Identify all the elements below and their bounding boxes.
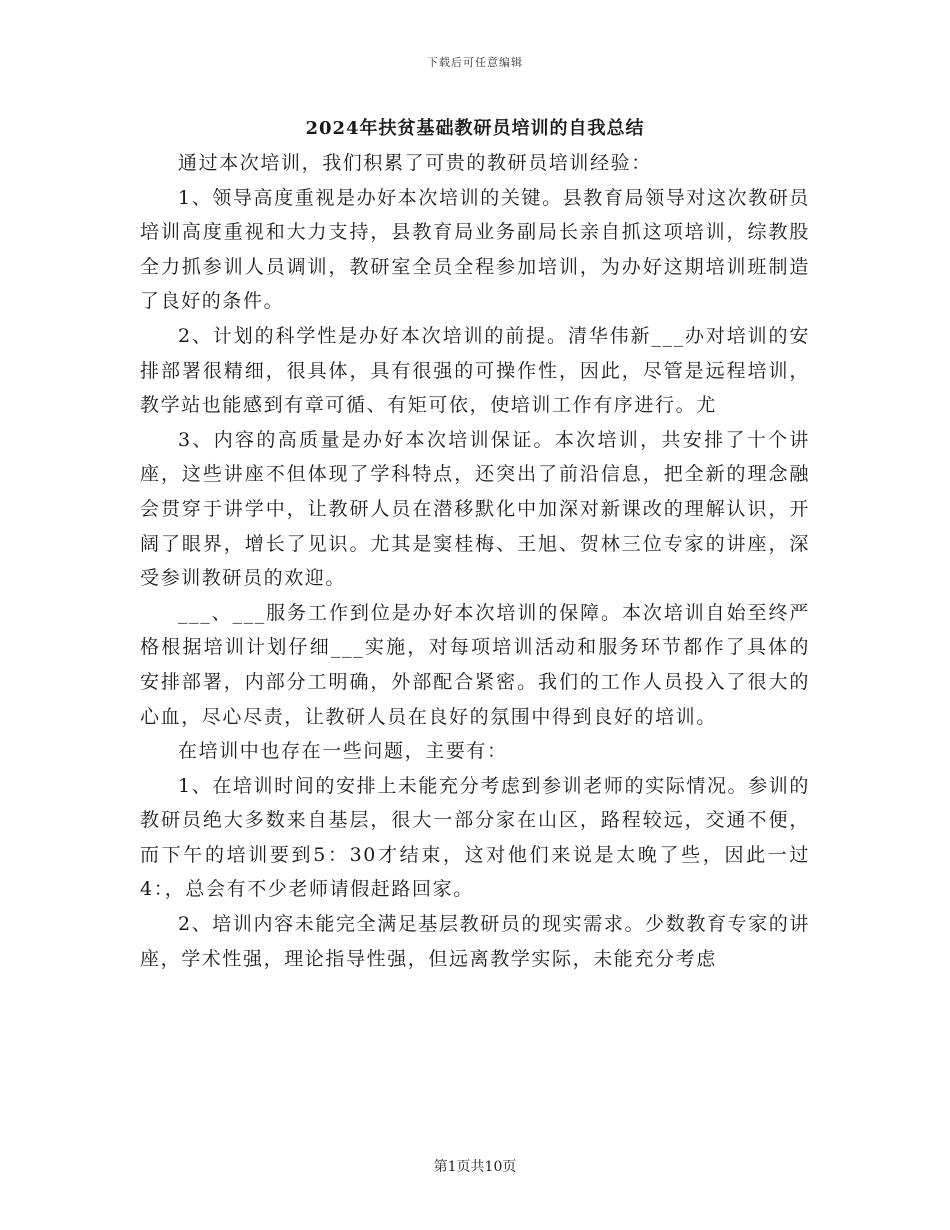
document-body <box>140 146 810 976</box>
paragraph: 通过本次培训，我们积累了可贵的教研员培训经验： <box>178 152 652 174</box>
page-number-footer: 第1页共10页 <box>433 1159 517 1175</box>
document-title: 2024年扶贫基础教研员培训的自我总结 <box>305 118 645 139</box>
paragraph: ___、___服务工作到位是办好本次培训的保障。本次培训自始至终严格根据培训计划仔细___实施，对每项培训活动和服务环节都作了具体的安排部署，内部分工明确，外部配合紧密。我们的工作人员投入了很大的心血，尽心尽责，让教研人员在良好的氛围中得到良好的培训。 <box>140 601 810 728</box>
paragraph: 1、领导高度重视是办好本次培训的关键。县教育局领导对这次教研员培训高度重视和大力支持，县教育局业务副局长亲自抓这项培训，综教股全力抓参训人员调训，教研室全员全程参加培训，为办好这期培训班制造了良好的条件。 <box>140 186 810 313</box>
paragraph: 2、培训内容未能完全满足基层教研员的现实需求。少数教育专家的讲座，学术性强，理论指导性强，但远离教学实际，未能充分考虑 <box>140 913 810 970</box>
header-note: 下载后可任意编辑 <box>427 56 523 69</box>
paragraph: 1、在培训时间的安排上未能充分考虑到参训老师的实际情况。参训的教研员绝大多数来自基层，很大一部分家在山区，路程较远，交通不便，而下午的培训要到5：30才结束，这对他们来说是太晚了些，因此一过4：，总会有不少老师请假赶路回家。 <box>140 774 810 901</box>
paragraph: 在培训中也存在一些问题，主要有： <box>178 740 508 763</box>
paragraph: 3、内容的高质量是办好本次培训保证。本次培训，共安排了十个讲座，这些讲座不但体现了学科特点，还突出了前沿信息，把全新的理念融会贯穿于讲学中，让教研人员在潜移默化中加深对新课改的理解认识，开阔了眼界，增长了见识。尤其是窦桂梅、王旭、贺林三位专家的讲座，深受参训教研员的欢迎。 <box>140 428 810 590</box>
paragraph: 2、计划的科学性是办好本次培训的前提。清华伟新___办对培训的安排部署很精细，很具体，具有很强的可操作性，因此，尽管是远程培训，教学站也能感到有章可循、有矩可依，使培训工作有序进行。尤 <box>140 324 810 417</box>
